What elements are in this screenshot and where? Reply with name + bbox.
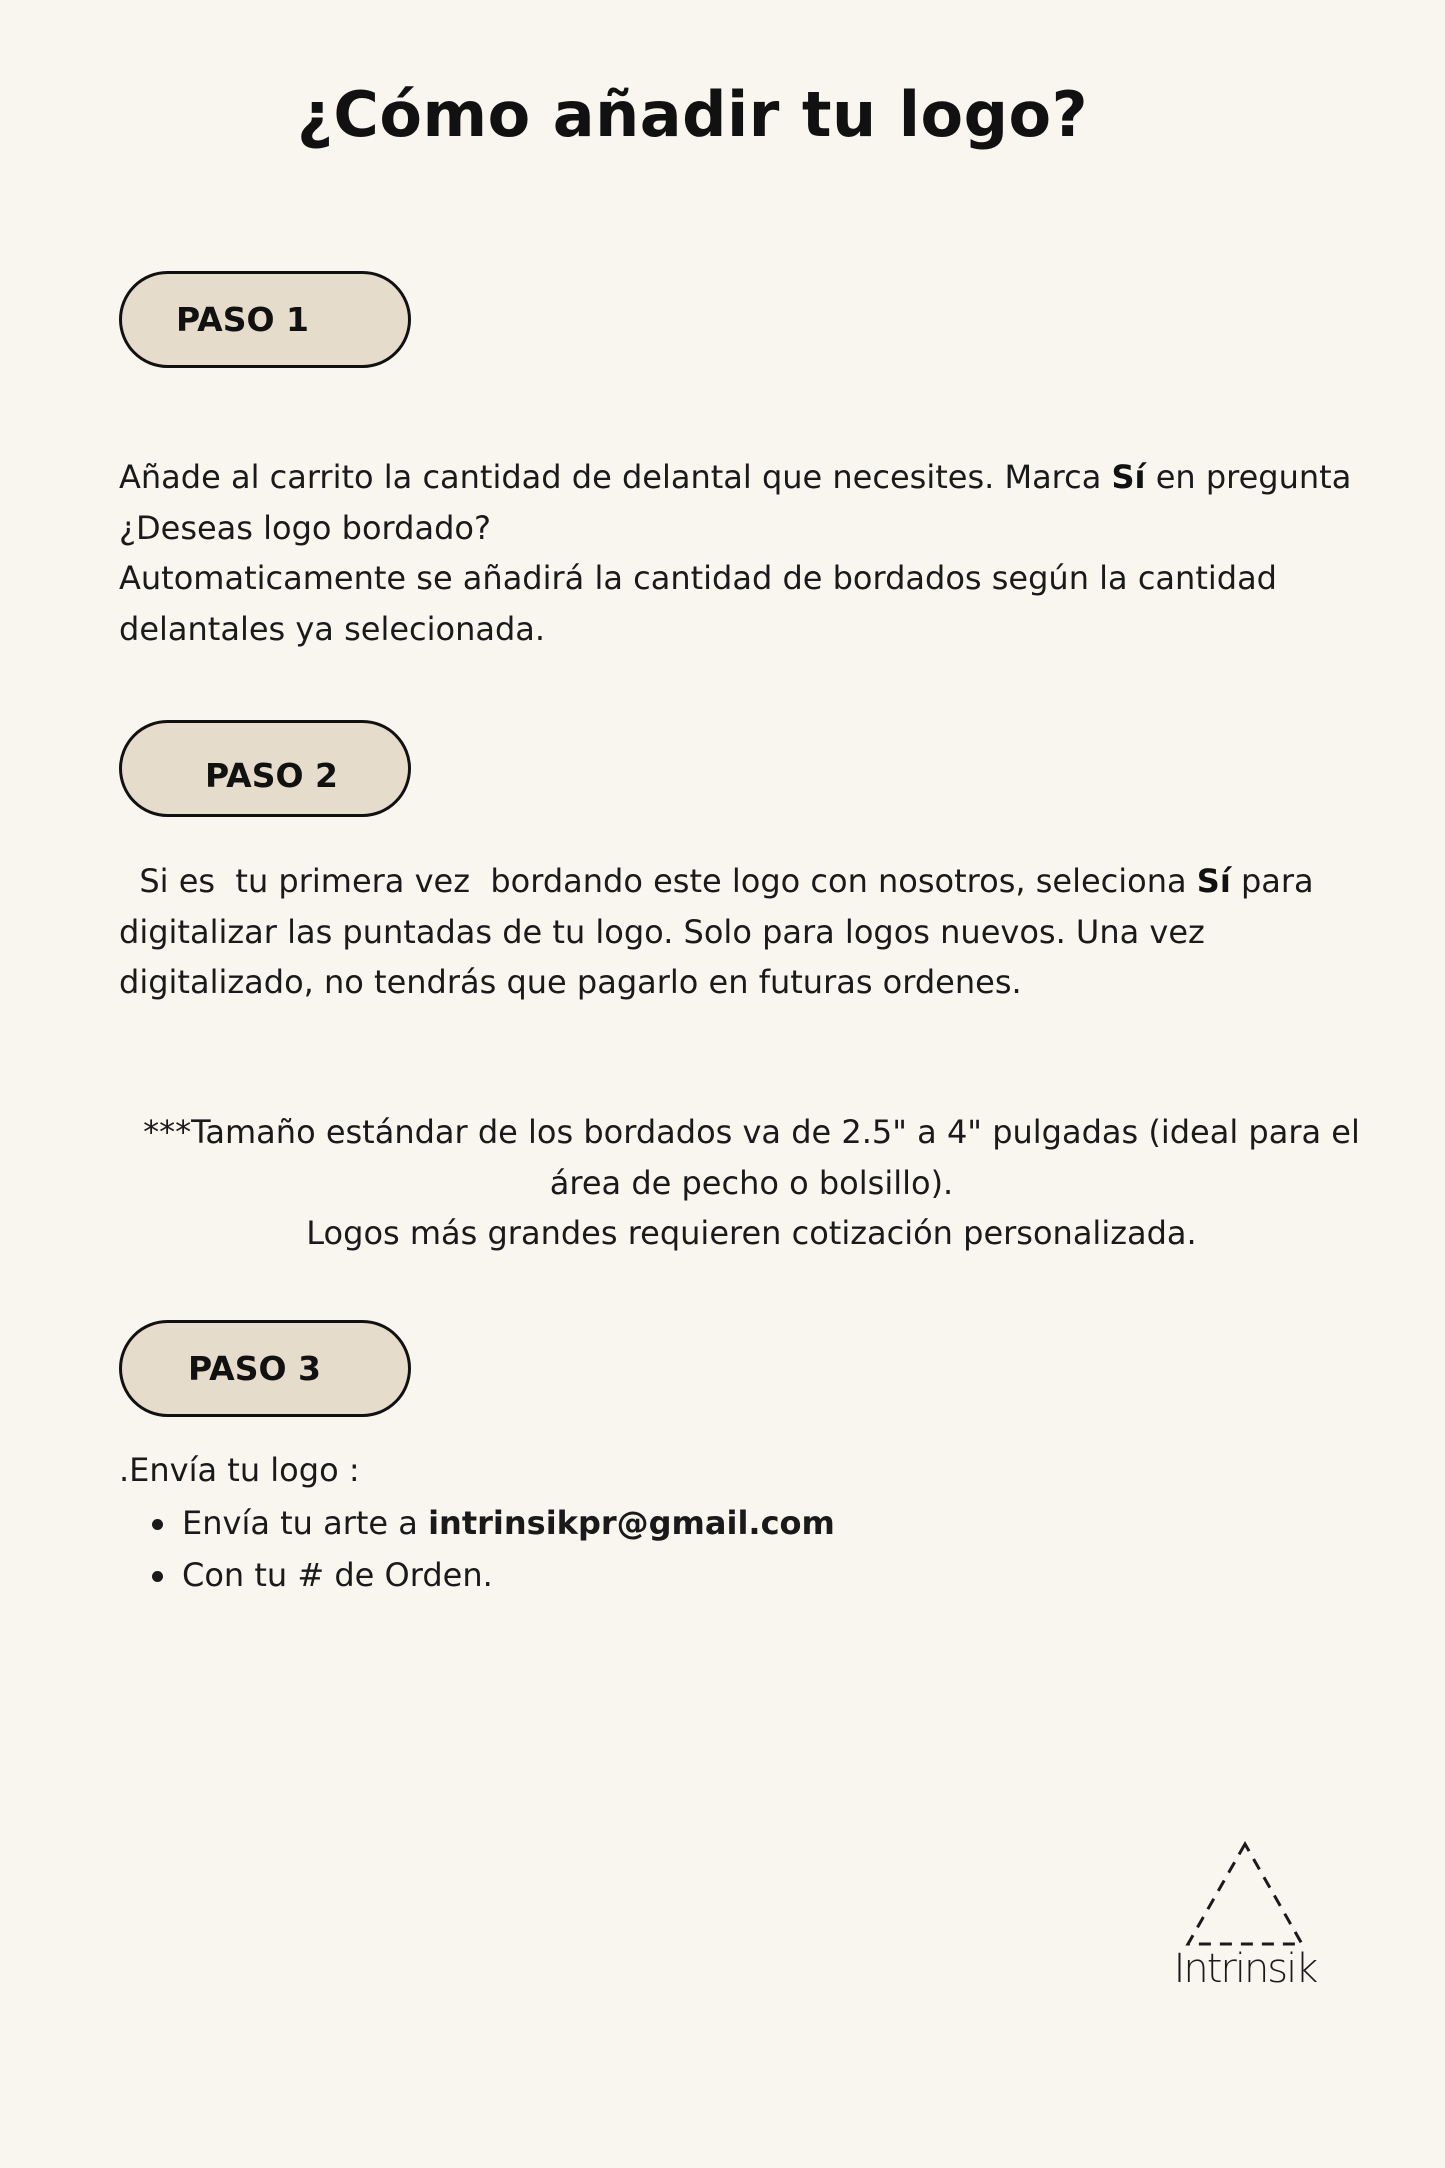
dashed-triangle-icon: [1180, 1838, 1310, 1950]
step-1-text-a: Añade al carrito la cantidad de delantal que necesites. Marca: [119, 458, 1112, 496]
size-note-line2: Logos más grandes requieren cotización personalizada.: [306, 1214, 1197, 1252]
step-1-text: [119, 452, 1369, 654]
step-2-bold: Sí: [1196, 862, 1231, 900]
list-item: [150, 1497, 835, 1549]
contact-email[interactable]: intrinsikpr@gmail.com: [428, 1504, 835, 1542]
bullet-2-text: Con tu # de Orden.: [182, 1556, 493, 1594]
size-note-line1: ***Tamaño estándar de los bordados va de 2.5" a 4" pulgadas (ideal para el área de pecho o bolsillo).: [143, 1113, 1360, 1202]
step-2-text: [119, 856, 1369, 1008]
step-3-badge: [119, 1320, 411, 1417]
step-3-label: PASO 3: [188, 1349, 321, 1388]
brand-name: Intrinsik: [1173, 1946, 1317, 1992]
list-item: [150, 1549, 835, 1601]
size-note: [119, 1107, 1384, 1259]
step-1-text-c: Automaticamente se añadirá la cantidad de bordados según la cantidad delantales ya selecionada.: [119, 559, 1277, 648]
bullet-1-text: Envía tu arte a: [182, 1504, 429, 1542]
step-1-badge: [119, 271, 411, 368]
step-2-text-b: para digitalizar las puntadas de tu logo. Solo para logos nuevos. Una vez digitalizado, no tendrás que pagarlo en futuras ordenes.: [119, 862, 1324, 1001]
step-1-bold: Sí: [1111, 458, 1146, 496]
step-3-list: [150, 1497, 835, 1601]
step-2-text-a: Si es tu primera vez bordando este logo con nosotros, seleciona: [119, 862, 1197, 900]
step-2-label: PASO 2: [205, 756, 338, 795]
page-title: ¿Cómo añadir tu logo?: [296, 78, 1089, 151]
step-2-badge: [119, 720, 411, 817]
step-1-label: PASO 1: [176, 300, 309, 339]
step-3-intro: .Envía tu logo :: [119, 1451, 360, 1489]
step-1-text-b: en pregunta ¿Deseas logo bordado?: [119, 458, 1352, 547]
brand-logo: [1160, 1838, 1330, 2008]
